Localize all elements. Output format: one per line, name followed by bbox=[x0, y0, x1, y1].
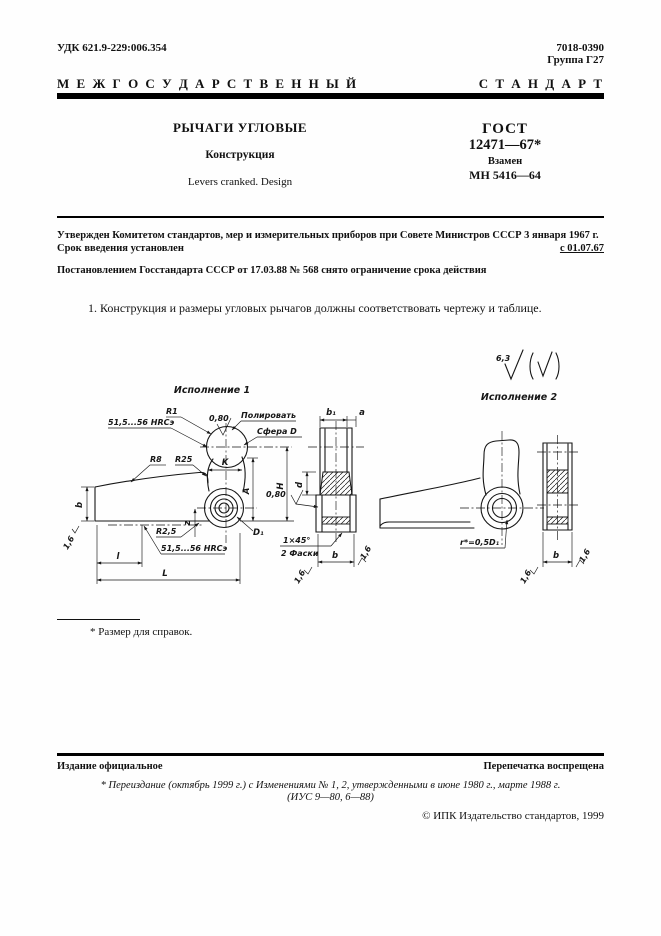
paren-close bbox=[556, 353, 559, 379]
neck-right bbox=[242, 457, 245, 492]
approval-line2 bbox=[57, 242, 604, 255]
doc-group: Группа Г27 bbox=[547, 54, 604, 66]
standard-word-1: М Е Ж Г О С У Д А Р С Т В Е Н Н Ы Й bbox=[57, 76, 359, 91]
r2-5-label: R2,5 bbox=[156, 527, 177, 536]
rough-16-label: 1,6 bbox=[61, 534, 77, 552]
dim-A-label: A bbox=[242, 487, 252, 495]
roughness-check-icon bbox=[291, 490, 303, 504]
replaces-label: Взамен bbox=[487, 156, 523, 167]
footnote-rule bbox=[57, 619, 140, 620]
dim-K-label: K bbox=[221, 458, 229, 468]
reprint-forbidden-label: Перепечатка воспрещена bbox=[483, 761, 604, 772]
approval-line3: Постановлением Госстандарта СССР от 17.03.88 № 568 снято ограничение срока действия bbox=[57, 265, 487, 276]
approval-date: с 01.07.67 bbox=[559, 243, 604, 254]
footer-rule bbox=[57, 753, 604, 756]
footnote-text: * Размер для справок. bbox=[90, 626, 193, 638]
arm-top-edge bbox=[380, 478, 480, 499]
document-title: РЫЧАГИ УГЛОВЫЕ bbox=[172, 120, 308, 135]
neck-left bbox=[207, 459, 213, 491]
official-edition-label: Издание официальное bbox=[57, 761, 163, 772]
hardness-top-label: 51,5...56 HRCэ bbox=[108, 418, 175, 427]
title-block bbox=[100, 120, 380, 188]
copyright-line: © ИПК Издательство стандартов, 1999 bbox=[422, 810, 604, 822]
clause-1: 1. Конструкция и размеры угловых рычагов должны соответствовать чертежу и таблице. bbox=[88, 301, 542, 315]
approval-line1: Утвержден Комитетом стандартов, мер и измерительных приборов при Совете Министров СССР 3 января 1967 г. bbox=[57, 230, 599, 241]
dim-z-label: z bbox=[183, 520, 193, 526]
doc-code: 7018-0390 bbox=[556, 42, 604, 54]
dim-d-label: d bbox=[295, 481, 305, 489]
dim-H-label: H bbox=[276, 482, 286, 490]
reissue-line2: (ИУС 9—80, 6—88) bbox=[287, 792, 374, 803]
gost-number: 12471—67* bbox=[468, 137, 542, 153]
standard-type-heading bbox=[57, 76, 604, 92]
rough-16-label: 1,6 bbox=[577, 547, 593, 565]
dim-a-label: a bbox=[359, 408, 365, 418]
standard-word-2: С Т А Н Д А Р Т bbox=[478, 76, 604, 91]
dim-b-label: b bbox=[75, 501, 85, 509]
roughness-tick-icon bbox=[72, 526, 79, 533]
variant1-title: Исполнение 1 bbox=[173, 385, 251, 396]
paren-open bbox=[530, 353, 533, 379]
reissue-line1: * Переиздание (октябрь 1999 г.) с Изменениями № 1, 2, утвержденными в июне 1980 г., марте 1988 г. bbox=[100, 780, 561, 791]
variant2-view bbox=[380, 392, 557, 548]
roughness-value: 6,3 bbox=[496, 354, 511, 363]
dim-l-label: l bbox=[116, 552, 120, 562]
rough-16-label: 1,6 bbox=[518, 568, 534, 586]
replaces-value: МН 5416—64 bbox=[469, 168, 541, 182]
doc-codes bbox=[547, 42, 604, 66]
dim-D1-label: D₁ bbox=[253, 528, 264, 538]
technical-drawing bbox=[50, 345, 620, 597]
chamfer-numerator: 1×45° bbox=[283, 536, 311, 545]
r8-top-label: R8 bbox=[150, 455, 162, 464]
document-title-en: Levers cranked. Design bbox=[187, 176, 293, 188]
rough-080-sphere-label: 0,80 bbox=[209, 414, 229, 423]
rough-16-label: 1,6 bbox=[292, 568, 308, 586]
arm-lip-line bbox=[380, 522, 470, 526]
general-roughness-mark bbox=[496, 350, 559, 379]
gost-label: ГОСТ bbox=[482, 121, 528, 137]
approval-term-label: Срок введения установлен bbox=[57, 243, 184, 254]
polish-label: Полировать bbox=[241, 411, 297, 420]
udk-number: УДК 621.9-229:006.354 bbox=[57, 42, 167, 54]
title-rule bbox=[57, 216, 604, 218]
reissue-note bbox=[40, 780, 621, 804]
document-subtitle: Конструкция bbox=[205, 149, 275, 161]
r25-label: R25 bbox=[175, 455, 193, 464]
footer-row bbox=[57, 761, 604, 772]
dim-L-label: L bbox=[162, 569, 168, 579]
sphere-d-label: Сфера D bbox=[257, 427, 297, 436]
dim-b-section2-label: b bbox=[552, 551, 560, 561]
dim-b1-label: b₁ bbox=[326, 408, 336, 418]
rough-16-label: 1,6 bbox=[358, 544, 374, 562]
variant2-title: Исполнение 2 bbox=[480, 392, 558, 403]
r1-label: R1 bbox=[166, 407, 178, 416]
radius-note-label: r*=0,5D₁ bbox=[460, 538, 500, 547]
roughness-check-small-icon bbox=[538, 352, 552, 376]
arm-top-edge bbox=[95, 472, 208, 487]
variant2-section bbox=[518, 435, 592, 585]
chamfer-denominator: 2 Фаски bbox=[281, 549, 319, 558]
approval-block bbox=[57, 229, 604, 277]
rough-080-hole-label: 0,80 bbox=[266, 490, 286, 499]
hardness-bottom-label: 51,5...56 HRCэ bbox=[161, 544, 228, 553]
header-rule bbox=[57, 93, 604, 99]
dim-b-section1-label: b bbox=[331, 551, 339, 561]
gost-designation bbox=[438, 121, 572, 182]
